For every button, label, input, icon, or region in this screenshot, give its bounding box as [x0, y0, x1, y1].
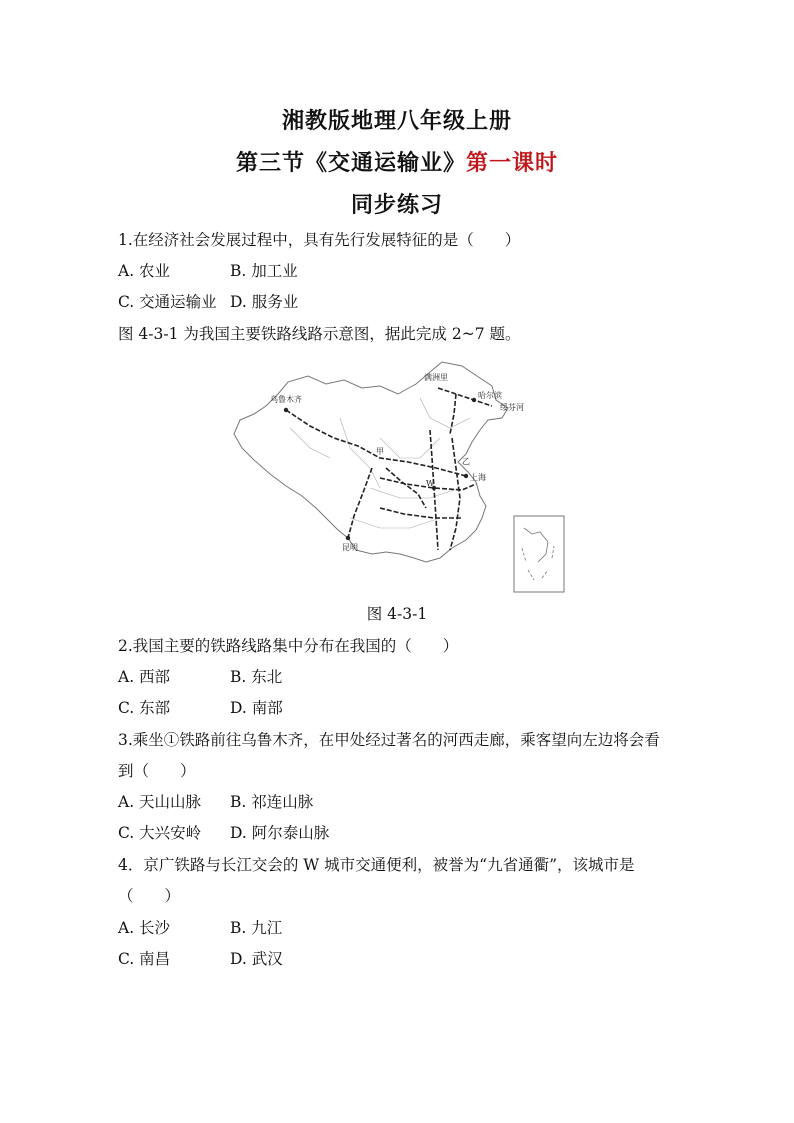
map-label-yi: 乙: [462, 457, 470, 466]
lesson-period: 第一课时: [466, 150, 559, 176]
map-label-kunming: 昆明: [342, 543, 358, 552]
question-2-option-d: D. 南部: [230, 699, 283, 717]
inset-dashed-line: [522, 546, 554, 580]
question-4-option-b: B. 九江: [230, 919, 283, 937]
railway-line: [386, 468, 426, 508]
railway-line: [450, 438, 460, 550]
railway-line: [380, 508, 462, 518]
question-1-option-a: A. 农业: [118, 262, 171, 280]
province-boundary: [350, 518, 440, 528]
question-1-stem: 1.在经济社会发展过程中，具有先行发展特征的是（ ）: [118, 231, 521, 249]
map-label-suifenhe: 绥芬河: [500, 403, 524, 412]
question-1-option-b: B. 加工业: [230, 262, 298, 280]
map-label-jia: 甲: [376, 447, 384, 456]
city-dot-harbin: [472, 398, 476, 402]
question-3-option-d: D. 阿尔泰山脉: [230, 824, 330, 842]
map-intro: 图 4-3-1 为我国主要铁路线路示意图，据此完成 2~7 题。: [118, 325, 521, 343]
question-4-stem-line2: （ ）: [118, 887, 181, 905]
map-label-harbin: 哈尔滨: [478, 391, 502, 400]
map-caption: 图 4-3-1: [366, 605, 428, 623]
lesson-name: 第三节《交通运输业》: [235, 150, 466, 176]
question-2-stem: 2.我国主要的铁路线路集中分布在我国的（ ）: [118, 637, 459, 655]
railway-line: [450, 394, 456, 434]
question-3-stem-line1: 3.乘坐①铁路前往乌鲁木齐，在甲处经过著名的河西走廊，乘客望向左边将会看: [118, 731, 660, 749]
map-label-urumqi: 乌鲁木齐: [270, 395, 302, 404]
map-label-shanghai: 上海: [470, 473, 486, 482]
city-dot-urumqi: [284, 408, 288, 412]
map-label-w: W: [426, 479, 435, 488]
question-2-option-a: A. 西部: [118, 668, 171, 686]
question-3-option-b: B. 祁连山脉: [230, 793, 314, 811]
question-4-option-c: C. 南昌: [118, 950, 171, 968]
question-3-option-c: C. 大兴安岭: [118, 824, 202, 842]
south-china-sea-inset: [514, 516, 564, 592]
document-title: 湘教版地理八年级上册: [281, 108, 512, 134]
city-dot-shanghai: [464, 474, 468, 478]
question-2-option-c: C. 东部: [118, 699, 171, 717]
question-1-option-d: D. 服务业: [230, 293, 299, 311]
map-label-manzhouli: 满洲里: [424, 373, 448, 382]
province-boundary: [420, 398, 470, 428]
question-4-option-a: A. 长沙: [118, 919, 171, 937]
lesson-title: [0, 146, 794, 177]
question-1-option-c: C. 交通运输业: [118, 293, 217, 311]
railway-line: [286, 410, 466, 476]
exercise-title: 同步练习: [350, 192, 443, 218]
railway-line: [348, 468, 372, 538]
railway-map: [230, 358, 570, 594]
question-3-stem-line2: 到（ ）: [118, 762, 196, 780]
city-dot-kunming: [346, 536, 350, 540]
question-4-option-d: D. 武汉: [230, 950, 283, 968]
inset-coastline: [524, 528, 548, 562]
question-2-option-b: B. 东北: [230, 668, 283, 686]
question-4-stem-line1: 4．京广铁路与长江交会的 W 城市交通便利，被誉为“九省通衢”，该城市是: [118, 856, 635, 874]
province-boundary: [340, 418, 380, 488]
question-3-option-a: A. 天山山脉: [118, 793, 202, 811]
